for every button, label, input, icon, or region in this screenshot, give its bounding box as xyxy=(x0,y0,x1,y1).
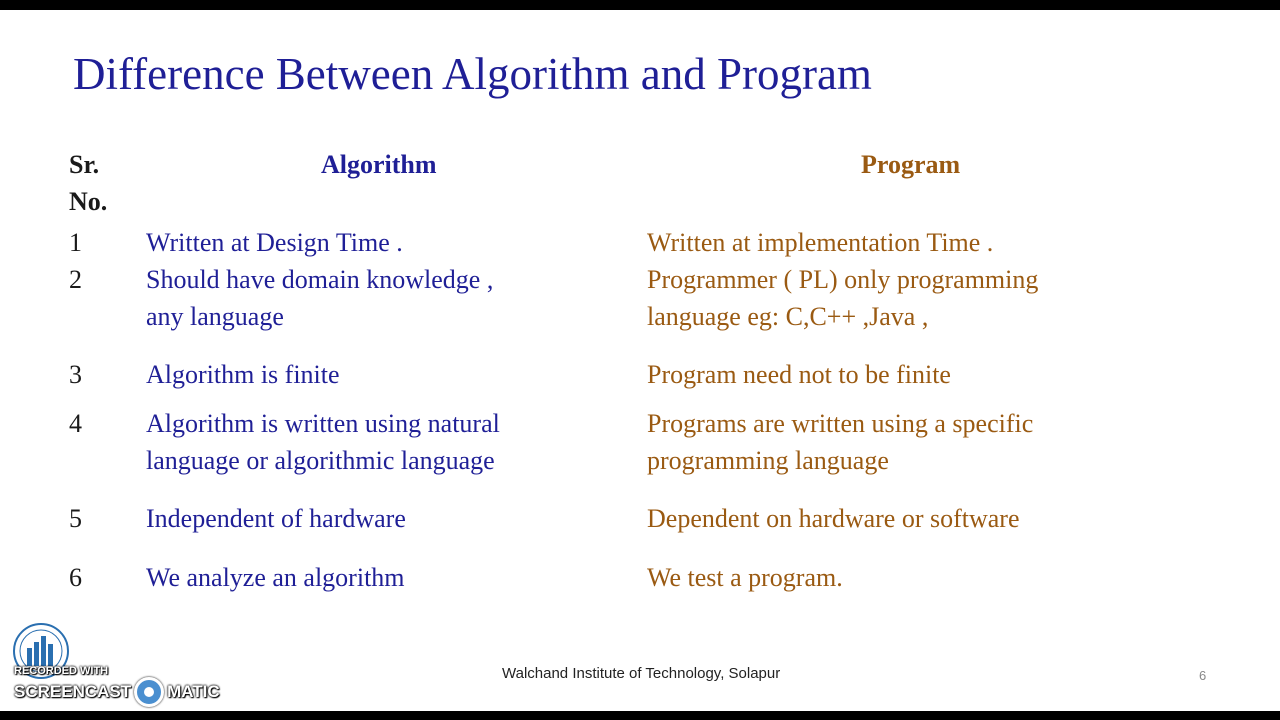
program-text: programming language xyxy=(647,446,889,475)
row-number: 6 xyxy=(69,563,82,592)
row-number: 4 xyxy=(69,409,82,438)
algorithm-text: Written at Design Time . xyxy=(146,228,403,257)
header-algorithm: Algorithm xyxy=(321,150,437,179)
slide-page-number: 6 xyxy=(1199,668,1207,683)
algorithm-text: Algorithm is written using natural xyxy=(146,409,500,438)
algorithm-text: any language xyxy=(146,302,284,331)
watermark-brand-part1: SCREENCAST xyxy=(14,682,132,701)
header-sr-line1: Sr. xyxy=(69,150,100,179)
program-cell xyxy=(647,356,951,393)
program-text: Programmer ( PL) only programming xyxy=(647,265,1039,294)
program-cell xyxy=(647,261,1038,335)
program-text: Program need not to be finite xyxy=(647,360,951,389)
screencast-o-matic-logo-icon xyxy=(134,677,164,707)
program-text: Dependent on hardware or software xyxy=(647,504,1020,533)
watermark-brand-part2: MATIC xyxy=(167,682,220,701)
algorithm-cell xyxy=(146,261,493,335)
algorithm-cell xyxy=(146,559,405,596)
program-cell xyxy=(647,224,993,261)
program-cell xyxy=(647,559,843,596)
algorithm-text: Independent of hardware xyxy=(146,504,406,533)
watermark-brand xyxy=(14,677,220,707)
row-number: 1 xyxy=(69,228,82,257)
algorithm-cell xyxy=(146,356,340,393)
algorithm-cell xyxy=(146,500,406,537)
program-cell xyxy=(647,500,1020,537)
slide-title: Difference Between Algorithm and Program xyxy=(73,49,872,99)
row-number: 3 xyxy=(69,360,82,389)
header-sr-line2: No. xyxy=(69,187,108,216)
top-black-bar xyxy=(0,0,1280,10)
algorithm-text: language or algorithmic language xyxy=(146,446,495,475)
watermark-recorded-with: RECORDED WITH xyxy=(14,665,109,677)
algorithm-text: Should have domain knowledge , xyxy=(146,265,494,294)
row-number: 2 xyxy=(69,265,82,294)
row-number: 5 xyxy=(69,504,82,533)
screencast-watermark xyxy=(14,665,220,707)
header-program: Program xyxy=(861,150,961,179)
algorithm-cell xyxy=(146,224,403,261)
algorithm-cell xyxy=(146,405,500,479)
bottom-black-bar xyxy=(0,711,1280,720)
program-text: We test a program. xyxy=(647,563,843,592)
slide-footer: Walchand Institute of Technology, Solapur xyxy=(502,665,781,682)
program-text: Written at implementation Time . xyxy=(647,228,994,257)
header-sr-no xyxy=(69,146,107,220)
algorithm-text: Algorithm is finite xyxy=(146,360,340,389)
program-text: Programs are written using a specific xyxy=(647,409,1034,438)
program-text: language eg: C,C++ ,Java , xyxy=(647,302,929,331)
algorithm-text: We analyze an algorithm xyxy=(146,563,405,592)
program-cell xyxy=(647,405,1033,479)
